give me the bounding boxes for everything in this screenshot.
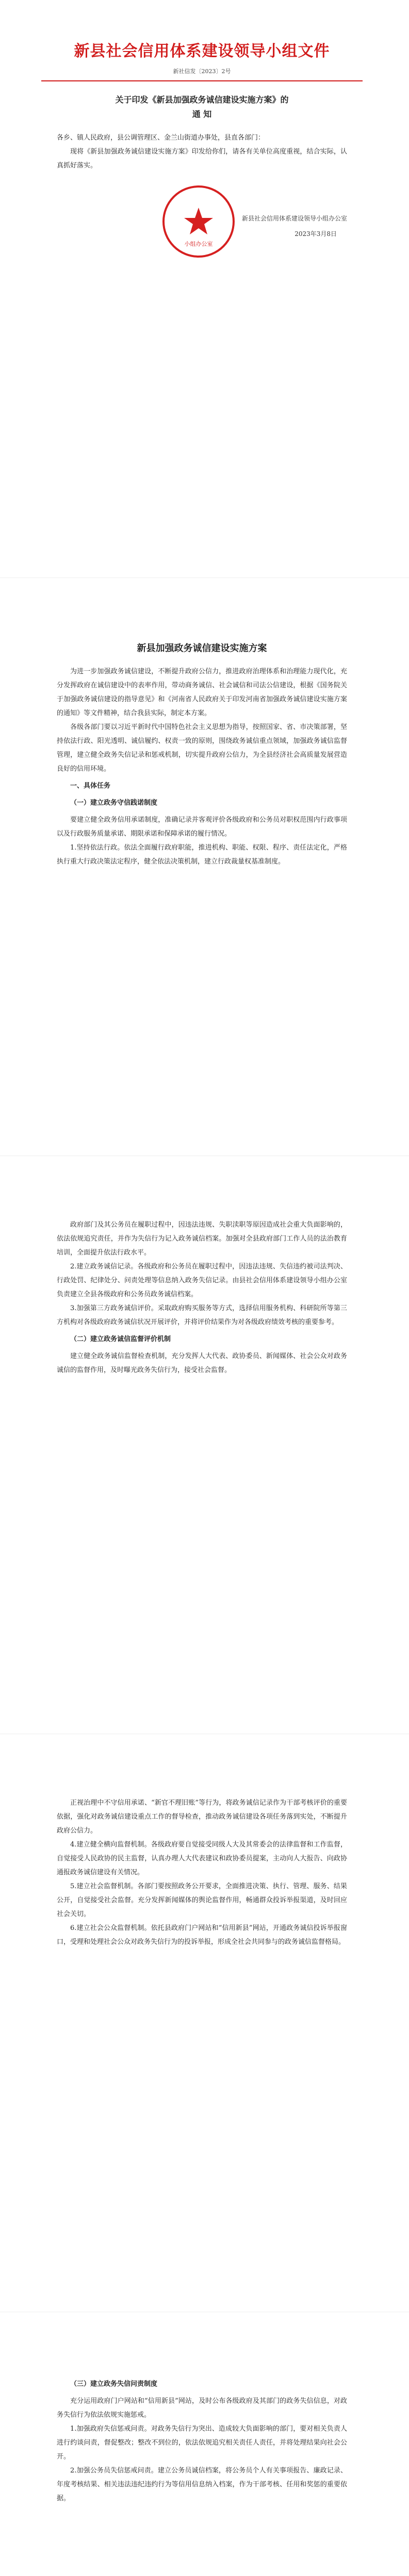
signature-organization: 新县社会信用体系建设领导小组办公室 [241, 215, 347, 222]
notice-body: 现将《新县加强政务诚信建设实施方案》印发给你们，请各有关单位高度重视，结合实际，认真抓好落实。 [57, 148, 347, 170]
task-item-1-continued: 政府部门及其公务员在履职过程中，因违法违规、失职渎职等原因造成社会重大负面影响的，依法依规追究责任，并作为失信行为记入政务诚信档案。加强对全县政府部门工作人员的法治教育培训，全面提升依法行政水平。 [57, 1221, 347, 1257]
subsection-2-paragraph: 建立健全政务诚信监督检查机制，充分发挥人大代表、政协委员、新闻媒体、社会公众对政务诚信的监督作用，及时曝光政务失信行为，接受社会监督。 [57, 1352, 347, 1374]
task-item-7: 1.加强政府失信惩戒问责。对政务失信行为突出、造成较大负面影响的部门，要对相关负责人进行约谈问责，督促整改；整改不到位的，依法依规追究相关责任人责任，并将处理结果向社会公开。 [57, 2425, 347, 2461]
task-item-8: 2.加强公务员失信惩戒问责。建立公务员诚信档案，将公务员个人有关事项报告、廉政记录、年度考核结果、相关违法违纪违约行为等信用信息纳入档案，作为干部考核、任用和奖惩的重要依据。 [57, 2467, 347, 2502]
notice-title: 关于印发《新县加强政务诚信建设实施方案》的 通 知 [115, 95, 289, 119]
task-item-5: 5.建立社会监督机制。各部门要按照政务公开要求，全面推进决策、执行、管理、服务、结果公开，自觉接受社会监督。充分发挥新闻媒体的舆论监督作用，畅通群众投诉举报渠道，及时回应社会关切。 [57, 1883, 347, 1918]
subsection-heading-1: （一）建立政务守信践诺制度 [70, 799, 158, 807]
task-item-6: 6.建立社会公众监督机制。依托县政府门户网站和“信用新县”网站，开通政务诚信投诉举报窗口，受理和处理社会公众对政务失信行为的投诉举报，形成全社会共同参与的政务诚信监督格局。 [57, 1924, 347, 1946]
page-3 [0, 1156, 409, 1734]
page-2 [0, 578, 409, 1156]
document-number: 新社信发〔2023〕2号 [173, 68, 231, 75]
subsection-1-paragraph: 要建立健全政务信用承诺制度，准确记录并客观评价各级政府和公务员对职权范围内行政事项以及行政服务质量承诺、期限承诺和保障承诺的履行情况。 [57, 816, 347, 838]
header-red-rule [41, 80, 363, 81]
page-4 [0, 1734, 409, 2312]
plan-title: 新县加强政务诚信建设实施方案 [137, 643, 267, 654]
signature-date: 2023年3月8日 [295, 230, 337, 238]
page-5 [0, 2312, 409, 2576]
task-item-2: 2.建立政务诚信记录。各级政府和公务员在履职过程中，因违法违规、失信违约被司法判决、行政处罚、纪律处分、问责处理等信息纳入政务失信记录。由县社会信用体系建设领导小组办公室负责建立全县各级政府和公务员政务诚信档案。 [57, 1263, 347, 1298]
plan-intro-paragraph-1: 为进一步加强政务诚信建设，不断提升政府公信力，推进政府治理体系和治理能力现代化，充分发挥政府在诚信建设中的表率作用，带动商务诚信、社会诚信和司法公信建设，根据《国务院关于加强政务诚信建设的指导意见》和《河南省人民政府关于印发河南省加强政务诚信建设实施方案的通知》等文件精神，结合我县实际，制定本方案。 [57, 668, 347, 717]
svg-text:小组办公室: 小组办公室 [184, 241, 213, 247]
section-heading-tasks: 一、具体任务 [70, 782, 111, 790]
task-item-1: 1.坚持依法行政。依法全面履行政府职能，推进机构、职能、权限、程序、责任法定化，严格执行重大行政决策法定程序，健全依法决策机制，建立行政裁量权基准制度。 [57, 844, 347, 866]
subsection-heading-3: （三）建立政务失信问责制度 [70, 2380, 158, 2388]
plan-intro-paragraph-2: 各级各部门要以习近平新时代中国特色社会主义思想为指导，按照国家、省、市决策部署，坚持依法行政、阳光透明、诚信履约、权责一致的原则，围绕政务诚信重点领域，加强政务诚信监督管理，建立健全政务失信记录和惩戒机制，切实提升政府公信力，为全县经济社会高质量发展营造良好的信用环境。 [57, 723, 347, 773]
task-item-4: 4.建立健全横向监督机制。各级政府要自觉接受同级人大及其常委会的法律监督和工作监督，自觉接受人民政协的民主监督，认真办理人大代表建议和政协委员提案，主动向人大报告、向政协通报政务诚信建设有关情况。 [57, 1841, 347, 1876]
document-header-title: 新县社会信用体系建设领导小组文件 [74, 42, 330, 60]
signature-block [57, 183, 347, 270]
notice-addressee: 各乡、镇人民政府，县公调管理区、金兰山街道办事处，县直各部门： [57, 134, 265, 142]
page-1 [0, 0, 409, 578]
subsection-heading-2: （二）建立政务诚信监督评价机制 [70, 1335, 171, 1343]
official-seal-icon [160, 183, 237, 260]
subsection-3-paragraph: 充分运用政府门户网站和“信用新县”网站，及时公布各级政府及其部门的政务失信信息，对政务失信行为依法依规实施惩戒。 [57, 2397, 347, 2419]
subsection-2-paragraph-continued: 正视治理中不守信用承诺、“新官不理旧账”等行为，将政务诚信记录作为干部考核评价的重要依据，强化对政务诚信建设重点工作的督导检查，推动政务诚信建设各项任务落到实处，不断提升政府公信力。 [57, 1799, 347, 1835]
task-item-3: 3.加强第三方政务诚信评价。采取政府购买服务等方式，选择信用服务机构、科研院所等第三方机构对各级政府政务诚信状况开展评价，并将评价结果作为对各级政府绩效考核的重要参考。 [57, 1304, 347, 1326]
